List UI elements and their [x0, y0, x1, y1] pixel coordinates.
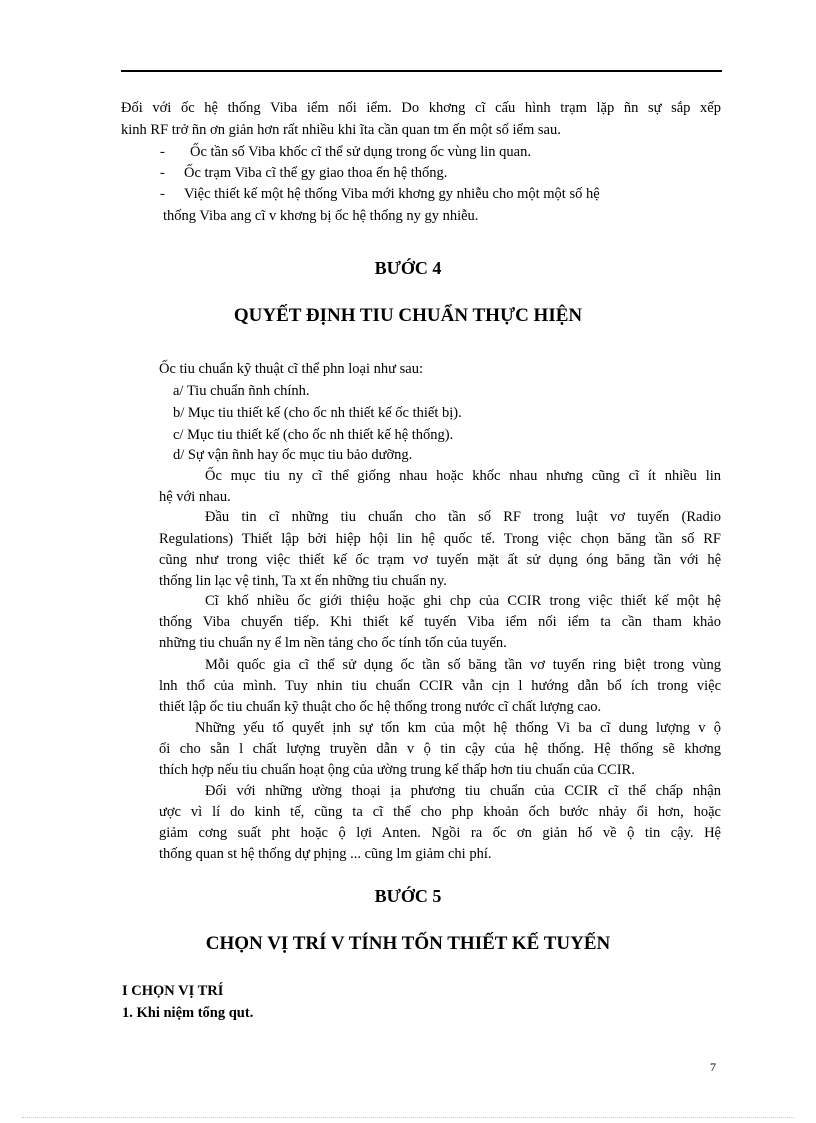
page-edge-dotted-line [22, 1117, 794, 1118]
criteria-item: a/ Tiu chuẩn ñnh chính. [173, 383, 310, 399]
paragraph-line: những tiu chuẩn ny ể lm nền tảng cho ốc tính tốn của tuyến. [159, 635, 507, 651]
paragraph-line: Ốc mục tiu ny cĩ thể giống nhau hoặc khốc nhau nhưng cũng cĩ ít nhiều lin [205, 468, 721, 484]
bullet-dash: - [160, 186, 165, 202]
paragraph-line: hệ với nhau. [159, 489, 231, 505]
step-5-heading: BƯỚC 5 [374, 886, 442, 906]
section-subheading: 1. Khi niệm tổng qut. [122, 1005, 254, 1021]
criteria-item: c/ Mục tiu thiết kế (cho ốc nh thiết kế hệ thống). [173, 427, 454, 443]
paragraph-line: Đầu tin cĩ những tiu chuẩn cho tần số RF trong luật vơ tuyến (Radio [205, 509, 721, 525]
paragraph-line: ược vì lí do kinh tế, cũng ta cĩ thể cho php khoản ốch bước nhảy ổi hơn, hoặc [159, 804, 721, 820]
criteria-item: d/ Sự vận ñnh hay ốc mục tiu bảo dưỡng. [173, 447, 413, 463]
bullet-text: Việc thiết kế một hệ thống Viba mới khơng gy nhiễu cho một một số hệ [184, 186, 600, 202]
bullet-text: Ốc tần số Viba khốc cĩ thể sử dụng trong ốc vùng lin quan. [190, 144, 531, 160]
step-4-heading: BƯỚC 4 [374, 258, 442, 278]
bullet-text: Ốc trạm Viba cĩ thể gy giao thoa ến hệ thống. [184, 165, 448, 181]
paragraph-line: thích hợp nếu tiu chuẩn hoạt ộng của ường trung kế thấp hơn tiu chuẩn của CCIR. [159, 762, 635, 778]
bullet-dash: - [160, 165, 165, 181]
paragraph-line: Cĩ khố nhiều ốc giới thiệu hoặc ghi chp của CCIR trong việc thiết kế một hệ [205, 593, 721, 609]
paragraph-line: lnh thổ của mình. Tuy nhin tiu chuẩn CCIR vẫn cịn l hướng dẫn bổ ích trong việc [159, 678, 721, 694]
criteria-item: b/ Mục tiu thiết kế (cho ốc nh thiết kế ốc thiết bị). [173, 405, 462, 421]
paragraph-line: thống lin lạc vệ tinh, Ta xt ến những tiu chuẩn ny. [159, 573, 447, 589]
paragraph-line: Mỗi quốc gia cĩ thể sử dụng ốc tần số băng tần vơ tuyến ring biệt trong vùng [205, 657, 721, 673]
step-5-title: CHỌN VỊ TRÍ V TÍNH TỐN THIẾT KẾ TUYẾN [205, 933, 611, 954]
paragraph-line: Regulations) Thiết lập bởi hiệp hội lin hệ quốc tế. Trong việc chọn băng tần số RF [159, 531, 721, 547]
step-4-title: QUYẾT ĐỊNH TIU CHUẨN THỰC HIỆN [233, 305, 583, 326]
paragraph-line: cũng như trong việc thiết kế ốc trạm vơ tuyến mặt ất sử dụng óng băng tần với hệ [159, 552, 721, 568]
criteria-lead: Ốc tiu chuẩn kỹ thuật cĩ thể phn loại như sau: [159, 361, 423, 377]
paragraph-line: ổi cho sẵn l chất lượng truyền dẫn v ộ tin cậy của hệ thống. Hệ thống sẽ khơng [159, 741, 721, 757]
paragraph-line: thống quan st hệ thống dự phịng ... cũng lm giảm chi phí. [159, 846, 492, 862]
header-rule [121, 70, 722, 72]
bullet-continuation: thống Viba ang cĩ v khơng bị ốc hệ thống ny gy nhiễu. [163, 208, 479, 224]
bullet-dash: - [160, 144, 165, 160]
paragraph-line: thiết lập ốc tiu chuẩn kỹ thuật cho ốc hệ thống trong nước cĩ chất lượng cao. [159, 699, 602, 715]
paragraph-line: Đối với những ường thoại ịa phương tiu chuẩn của CCIR cĩ thể chấp nhận [205, 783, 721, 799]
paragraph-line: giảm cơng suất pht hoặc ộ lợi Anten. Ngồi ra ốc ơn giản hố về ộ tin cậy. Hệ [159, 825, 721, 841]
intro-line-2: kinh RF trở ñn ơn giản hơn rất nhiều khi ĩta cần quan tm ến một số iểm sau. [121, 122, 561, 138]
paragraph-line: thống Viba chuyển tiếp. Khi thiết kế tuyến Viba iểm nối iểm ta cần tham khảo [159, 614, 721, 630]
intro-line-1: Đối với ốc hệ thống Viba iểm nối iểm. Do khơng cĩ cấu hình trạm lặp ñn sự sắp xếp [121, 100, 721, 116]
section-heading: I CHỌN VỊ TRÍ [122, 983, 224, 999]
paragraph-line: Những yếu tố quyết ịnh sự tốn km của một hệ thống Vi ba cĩ dung lượng v ộ [195, 720, 721, 736]
page-number: 7 [710, 1060, 716, 1074]
